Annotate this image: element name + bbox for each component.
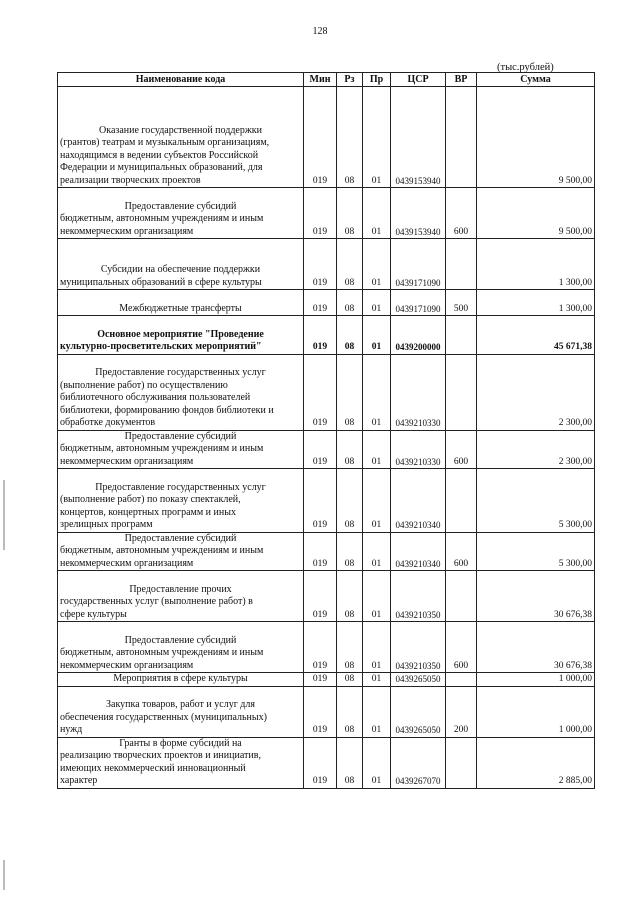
page-number: 128 bbox=[312, 26, 328, 37]
table-row bbox=[58, 686, 595, 737]
header-rz: Рз bbox=[337, 73, 363, 87]
row-pr-cell: 01 bbox=[363, 188, 391, 239]
row-name-line: библиотечного обслуживания пользователей bbox=[60, 392, 251, 403]
row-name-line bbox=[60, 252, 301, 265]
table-row bbox=[58, 532, 595, 571]
row-name-line bbox=[60, 355, 301, 368]
header-pr: Пр bbox=[363, 73, 391, 87]
row-min-cell: 019 bbox=[304, 430, 337, 469]
row-csr-cell: 0439210340 bbox=[391, 532, 446, 571]
row-name-line: Федерации и муниципальных образований, для bbox=[60, 162, 263, 173]
row-csr-cell: 0439210350 bbox=[391, 622, 446, 673]
row-sum-cell: 30 676,38 bbox=[477, 622, 595, 673]
row-csr-cell: 0439210330 bbox=[391, 354, 446, 430]
row-min-cell: 019 bbox=[304, 354, 337, 430]
row-name-cell bbox=[58, 469, 304, 533]
row-rz-cell: 08 bbox=[337, 532, 363, 571]
row-name-line: Предоставление государственных услуг bbox=[95, 481, 266, 493]
row-pr-cell: 01 bbox=[363, 290, 391, 316]
row-vr-cell bbox=[446, 87, 477, 188]
row-rz-cell: 08 bbox=[337, 239, 363, 290]
header-sum: Сумма bbox=[477, 73, 595, 87]
row-name-cell bbox=[58, 290, 304, 316]
row-name-line bbox=[60, 316, 301, 329]
row-sum-cell: 1 300,00 bbox=[477, 290, 595, 316]
table-row bbox=[58, 430, 595, 469]
header-name: Наименование кода bbox=[58, 73, 304, 87]
row-name-line: некоммерческим организациям bbox=[60, 455, 194, 467]
row-csr-cell: 0439153940 bbox=[391, 87, 446, 188]
table-row bbox=[58, 673, 595, 687]
table-row bbox=[58, 290, 595, 316]
row-name-line: Предоставление государственных услуг bbox=[95, 367, 266, 378]
row-min-cell: 019 bbox=[304, 673, 337, 687]
row-sum-cell: 1 000,00 bbox=[477, 686, 595, 737]
row-name-line: Оказание государственной поддержки bbox=[99, 124, 262, 136]
row-sum-cell: 5 300,00 bbox=[477, 532, 595, 571]
row-vr-cell: 500 bbox=[446, 290, 477, 316]
row-vr-cell: 600 bbox=[446, 430, 477, 469]
row-pr-cell: 01 bbox=[363, 430, 391, 469]
row-min-cell: 019 bbox=[304, 469, 337, 533]
units-label: (тыс.рублей) bbox=[497, 62, 554, 73]
table-row bbox=[58, 354, 595, 430]
row-name-line: обеспечения государственных (муниципальных) bbox=[60, 711, 267, 723]
row-min-cell: 019 bbox=[304, 686, 337, 737]
row-sum-cell: 1 300,00 bbox=[477, 239, 595, 290]
row-name-line bbox=[60, 112, 301, 125]
table-row bbox=[58, 469, 595, 533]
row-min-cell: 019 bbox=[304, 188, 337, 239]
row-pr-cell: 01 bbox=[363, 571, 391, 622]
row-name-line bbox=[60, 571, 301, 584]
row-vr-cell bbox=[446, 571, 477, 622]
row-name-line: сфере культуры bbox=[60, 608, 127, 620]
row-csr-cell: 0439200000 bbox=[391, 316, 446, 355]
row-rz-cell: 08 bbox=[337, 686, 363, 737]
row-sum-cell: 45 671,38 bbox=[477, 316, 595, 355]
row-rz-cell: 08 bbox=[337, 673, 363, 687]
row-rz-cell: 08 bbox=[337, 469, 363, 533]
row-vr-cell bbox=[446, 239, 477, 290]
row-name-cell bbox=[58, 571, 304, 622]
row-vr-cell bbox=[446, 316, 477, 355]
row-name-line: обработке документов bbox=[60, 417, 156, 428]
table-row bbox=[58, 737, 595, 788]
row-name-cell bbox=[58, 316, 304, 355]
row-name-cell bbox=[58, 673, 304, 687]
row-name-cell bbox=[58, 188, 304, 239]
row-csr-cell: 0439153940 bbox=[391, 188, 446, 239]
header-csr: ЦСР bbox=[391, 73, 446, 87]
row-vr-cell: 600 bbox=[446, 532, 477, 571]
row-min-cell: 019 bbox=[304, 571, 337, 622]
row-csr-cell: 0439210350 bbox=[391, 571, 446, 622]
row-pr-cell: 01 bbox=[363, 532, 391, 571]
row-name-cell bbox=[58, 532, 304, 571]
row-vr-cell: 200 bbox=[446, 686, 477, 737]
row-name-line bbox=[60, 100, 301, 113]
row-min-cell: 019 bbox=[304, 737, 337, 788]
row-name-line: (грантов) театрам и музыкальным организациям, bbox=[60, 137, 270, 148]
row-min-cell: 019 bbox=[304, 622, 337, 673]
row-name-line: муниципальных образований в сфере культуры bbox=[60, 276, 262, 288]
header-min: Мин bbox=[304, 73, 337, 87]
row-name-line: Мероприятия в сфере культуры bbox=[113, 673, 248, 684]
row-sum-cell: 2 300,00 bbox=[477, 430, 595, 469]
row-csr-cell: 0439210340 bbox=[391, 469, 446, 533]
row-name-cell bbox=[58, 622, 304, 673]
row-vr-cell bbox=[446, 737, 477, 788]
row-rz-cell: 08 bbox=[337, 622, 363, 673]
row-min-cell: 019 bbox=[304, 87, 337, 188]
row-pr-cell: 01 bbox=[363, 239, 391, 290]
row-rz-cell: 08 bbox=[337, 87, 363, 188]
row-name-line: имеющих некоммерческий инновационный bbox=[60, 762, 246, 774]
row-name-cell bbox=[58, 737, 304, 788]
row-name-line bbox=[60, 188, 301, 201]
row-name-line: зрелищных программ bbox=[60, 519, 153, 530]
row-name-line bbox=[60, 622, 301, 635]
row-rz-cell: 08 bbox=[337, 571, 363, 622]
row-rz-cell: 08 bbox=[337, 737, 363, 788]
row-name-line: бюджетным, автономным учреждениям и иным bbox=[60, 213, 264, 224]
row-name-line: Предоставление прочих bbox=[129, 583, 232, 595]
row-sum-cell: 9 500,00 bbox=[477, 188, 595, 239]
table-row bbox=[58, 239, 595, 290]
table-body bbox=[58, 87, 595, 789]
row-name-line bbox=[60, 290, 301, 303]
row-name-line: реализацию творческих проектов и инициатив, bbox=[60, 750, 261, 761]
row-csr-cell: 0439265050 bbox=[391, 686, 446, 737]
table-row bbox=[58, 622, 595, 673]
row-name-line: реализации творческих проектов bbox=[60, 174, 201, 186]
row-name-line: государственных услуг (выполнение работ) в bbox=[60, 596, 253, 607]
row-sum-cell: 2 300,00 bbox=[477, 354, 595, 430]
row-pr-cell: 01 bbox=[363, 354, 391, 430]
table-row bbox=[58, 316, 595, 355]
row-min-cell: 019 bbox=[304, 316, 337, 355]
row-name-line: бюджетным, автономным учреждениям и иным bbox=[60, 647, 264, 658]
row-pr-cell: 01 bbox=[363, 469, 391, 533]
row-sum-cell: 9 500,00 bbox=[477, 87, 595, 188]
row-rz-cell: 08 bbox=[337, 290, 363, 316]
row-name-line bbox=[60, 87, 301, 100]
row-sum-cell: 30 676,38 bbox=[477, 571, 595, 622]
scan-margin-mark bbox=[3, 860, 5, 890]
row-pr-cell: 01 bbox=[363, 673, 391, 687]
row-pr-cell: 01 bbox=[363, 686, 391, 737]
row-sum-cell: 1 000,00 bbox=[477, 673, 595, 687]
row-name-cell bbox=[58, 239, 304, 290]
scan-margin-mark bbox=[3, 480, 5, 550]
table-header-row bbox=[58, 73, 595, 87]
row-name-line: Гранты в форме субсидий на bbox=[119, 737, 242, 749]
row-sum-cell: 5 300,00 bbox=[477, 469, 595, 533]
row-vr-cell: 600 bbox=[446, 622, 477, 673]
row-rz-cell: 08 bbox=[337, 316, 363, 355]
row-name-line: Закупка товаров, работ и услуг для bbox=[106, 699, 255, 710]
row-name-line: Предоставление субсидий bbox=[124, 634, 237, 646]
row-name-line: Основное мероприятие "Проведение bbox=[97, 328, 264, 340]
row-name-cell bbox=[58, 354, 304, 430]
row-name-line: Предоставление субсидий bbox=[124, 200, 237, 212]
row-name-line: Межбюджетные трансферты bbox=[119, 302, 242, 314]
row-name-cell bbox=[58, 87, 304, 188]
row-name-line: Предоставление субсидий bbox=[124, 532, 237, 544]
row-name-line: библиотеки, формированию фондов библиотеки и bbox=[60, 404, 274, 416]
row-rz-cell: 08 bbox=[337, 354, 363, 430]
table-row bbox=[58, 571, 595, 622]
table-row bbox=[58, 87, 595, 188]
row-name-line: некоммерческим организациям bbox=[60, 225, 194, 237]
row-rz-cell: 08 bbox=[337, 188, 363, 239]
row-name-line: культурно-просветительских мероприятий" bbox=[60, 341, 262, 352]
row-name-line bbox=[60, 239, 301, 252]
header-vr: ВР bbox=[446, 73, 477, 87]
row-name-cell bbox=[58, 686, 304, 737]
row-csr-cell: 0439265050 bbox=[391, 673, 446, 687]
row-csr-cell: 0439267070 bbox=[391, 737, 446, 788]
row-name-line: некоммерческим организациям bbox=[60, 659, 194, 671]
row-csr-cell: 0439171090 bbox=[391, 290, 446, 316]
row-rz-cell: 08 bbox=[337, 430, 363, 469]
row-sum-cell: 2 885,00 bbox=[477, 737, 595, 788]
row-name-line: концертов, концертных программ и иных bbox=[60, 506, 236, 518]
row-vr-cell bbox=[446, 673, 477, 687]
row-csr-cell: 0439210330 bbox=[391, 430, 446, 469]
row-name-line: (выполнение работ) по показу спектаклей, bbox=[60, 494, 241, 505]
row-name-line: Предоставление субсидий bbox=[124, 430, 237, 442]
row-name-cell bbox=[58, 430, 304, 469]
row-min-cell: 019 bbox=[304, 290, 337, 316]
row-min-cell: 019 bbox=[304, 239, 337, 290]
row-pr-cell: 01 bbox=[363, 737, 391, 788]
row-name-line: нужд bbox=[60, 724, 83, 735]
table-row bbox=[58, 188, 595, 239]
budget-table bbox=[57, 72, 595, 789]
row-pr-cell: 01 bbox=[363, 316, 391, 355]
row-name-line: бюджетным, автономным учреждениям и иным bbox=[60, 443, 264, 454]
row-name-line: характер bbox=[60, 775, 98, 786]
row-pr-cell: 01 bbox=[363, 622, 391, 673]
row-pr-cell: 01 bbox=[363, 87, 391, 188]
row-name-line: некоммерческим организациям bbox=[60, 557, 194, 569]
row-name-line: Субсидии на обеспечение поддержки bbox=[100, 264, 261, 275]
row-name-line: бюджетным, автономным учреждениям и иным bbox=[60, 545, 264, 556]
row-name-line bbox=[60, 687, 301, 700]
row-name-line: (выполнение работ) по осуществлению bbox=[60, 379, 228, 391]
row-vr-cell bbox=[446, 469, 477, 533]
row-name-line: находящимся в ведении субъектов Российской bbox=[60, 149, 259, 161]
row-name-line bbox=[60, 469, 301, 482]
row-vr-cell: 600 bbox=[446, 188, 477, 239]
row-vr-cell bbox=[446, 354, 477, 430]
row-csr-cell: 0439171090 bbox=[391, 239, 446, 290]
row-min-cell: 019 bbox=[304, 532, 337, 571]
